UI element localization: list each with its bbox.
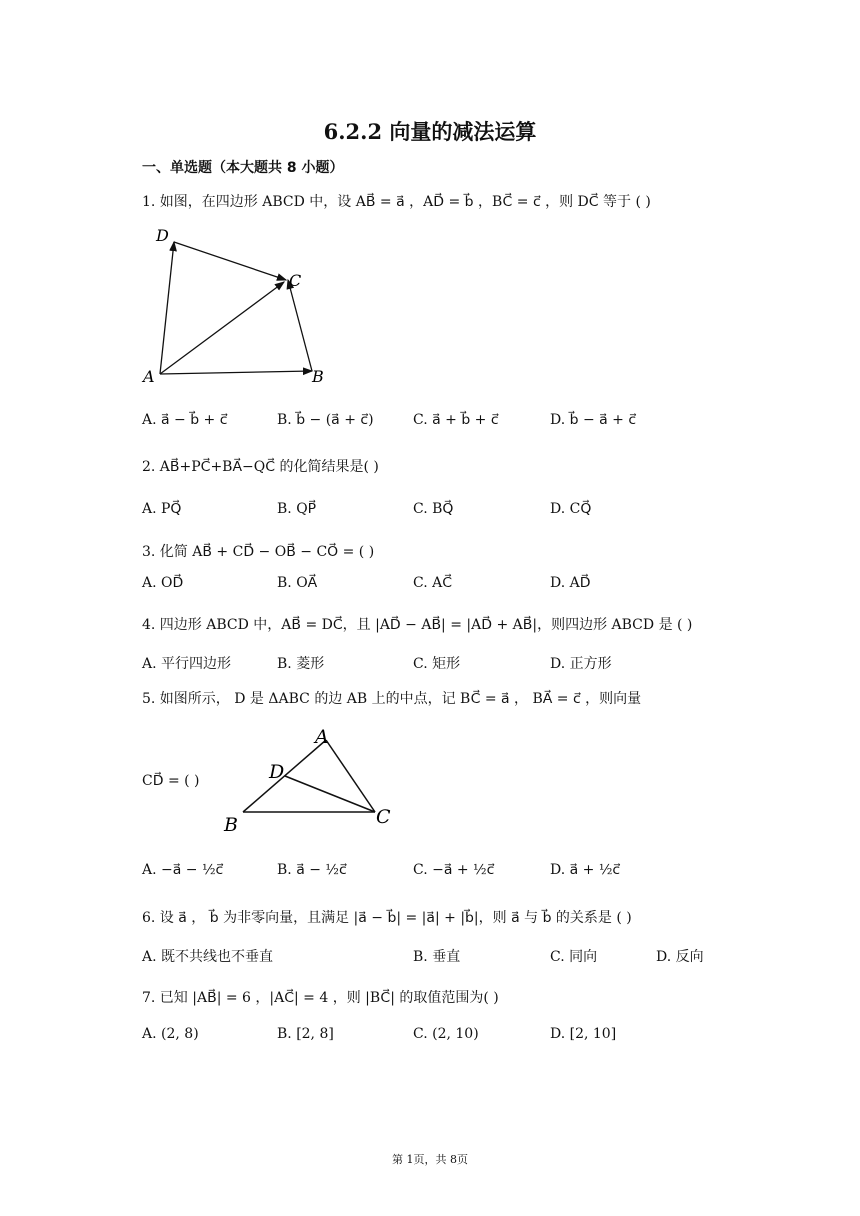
q2-option-a[interactable]: A. PQ⃗ — [142, 501, 182, 517]
q6-option-c[interactable]: C. 同向 — [550, 949, 598, 965]
label-d: D — [269, 761, 285, 783]
q2-option-c[interactable]: C. BQ⃗ — [413, 501, 454, 517]
q6-option-b[interactable]: B. 垂直 — [413, 949, 461, 965]
q6-option-d[interactable]: D. 反向 — [656, 949, 704, 965]
q7-option-b[interactable]: B. [2, 8] — [277, 1026, 334, 1042]
section-heading: 一、单选题（本大题共 8 小题） — [142, 160, 344, 176]
quadrilateral-figure — [138, 224, 338, 389]
vector-bc — [288, 280, 312, 371]
question-3-stem: 3. 化简 AB⃗ + CD⃗ − OB⃗ − CO⃗ = ( ) — [142, 544, 375, 560]
question-2-stem: 2. AB⃗+PC⃗+BA⃗−QC⃗ 的化简结果是( ) — [142, 459, 379, 475]
q4-option-a[interactable]: A. 平行四边形 — [142, 656, 232, 672]
page-title: 6.2.2 向量的减法运算 — [323, 119, 537, 144]
q5-option-c[interactable]: C. −a⃗ + ½c⃗ — [413, 862, 495, 878]
q1-option-a[interactable]: A. a⃗ − b⃗ + c⃗ — [142, 412, 228, 428]
label-c: C — [289, 271, 302, 290]
side-ab — [243, 740, 326, 812]
q4-option-b[interactable]: B. 菱形 — [277, 656, 325, 672]
side-ac — [326, 740, 375, 812]
q7-option-a[interactable]: A. (2, 8) — [142, 1026, 199, 1042]
q6-option-a[interactable]: A. 既不共线也不垂直 — [142, 949, 274, 965]
q5-option-b[interactable]: B. a⃗ − ½c⃗ — [277, 862, 347, 878]
question-1-stem: 1. 如图，在四边形 ABCD 中，设 AB⃗ = a⃗ ，AD⃗ = b⃗ ，BC⃗ = c⃗ ，则 DC⃗ 等于 ( ) — [142, 194, 651, 210]
q3-option-b[interactable]: B. OA⃗ — [277, 575, 318, 591]
q1-option-c[interactable]: C. a⃗ + b⃗ + c⃗ — [413, 412, 499, 428]
label-b: B — [312, 367, 324, 386]
question-6-stem: 6. 设 a⃗ ， b⃗ 为非零向量，且满足 |a⃗ − b⃗| = |a⃗| + |b⃗|，则 a⃗ 与 b⃗ 的关系是 ( ) — [142, 910, 632, 926]
label-d: D — [156, 226, 169, 245]
vector-ab — [160, 371, 312, 374]
label-c: C — [376, 806, 391, 828]
question-7-stem: 7. 已知 |AB⃗| = 6 ，|AC⃗| = 4 ，则 |BC⃗| 的取值范围为( ) — [142, 990, 499, 1006]
vector-ad — [160, 242, 174, 374]
q2-option-d[interactable]: D. CQ⃗ — [550, 501, 592, 517]
label-b: B — [224, 814, 238, 836]
segment-cd — [285, 776, 375, 812]
question-5-stem-continued: CD⃗ = ( ) — [142, 773, 200, 789]
q4-option-d[interactable]: D. 正方形 — [550, 656, 612, 672]
q7-option-c[interactable]: C. (2, 10) — [413, 1026, 479, 1042]
q2-option-b[interactable]: B. QP⃗ — [277, 501, 317, 517]
q3-option-c[interactable]: C. AC⃗ — [413, 575, 452, 591]
q5-option-a[interactable]: A. −a⃗ − ½c⃗ — [142, 862, 224, 878]
question-5-stem: 5. 如图所示， D 是 ΔABC 的边 AB 上的中点，记 BC⃗ = a⃗ ， BA⃗ = c⃗ ，则向量 — [142, 691, 642, 707]
q7-option-d[interactable]: D. [2, 10] — [550, 1026, 617, 1042]
q1-option-d[interactable]: D. b⃗ − a⃗ + c⃗ — [550, 412, 637, 428]
label-a: A — [315, 726, 329, 748]
vector-dc — [174, 242, 286, 280]
label-a: A — [143, 367, 155, 386]
page-footer: 第 1页，共 8页 — [392, 1153, 468, 1166]
vector-ac — [160, 282, 284, 374]
triangle-figure — [218, 722, 403, 837]
q4-option-c[interactable]: C. 矩形 — [413, 656, 461, 672]
question-4-stem: 4. 四边形 ABCD 中，AB⃗ = DC⃗，且 |AD⃗ − AB⃗| = |AD⃗ + AB⃗|，则四边形 ABCD 是 ( ) — [142, 617, 693, 633]
q5-option-d[interactable]: D. a⃗ + ½c⃗ — [550, 862, 621, 878]
q1-option-b[interactable]: B. b⃗ − (a⃗ + c⃗) — [277, 412, 374, 428]
q3-option-d[interactable]: D. AD⃗ — [550, 575, 591, 591]
q3-option-a[interactable]: A. OD⃗ — [142, 575, 184, 591]
